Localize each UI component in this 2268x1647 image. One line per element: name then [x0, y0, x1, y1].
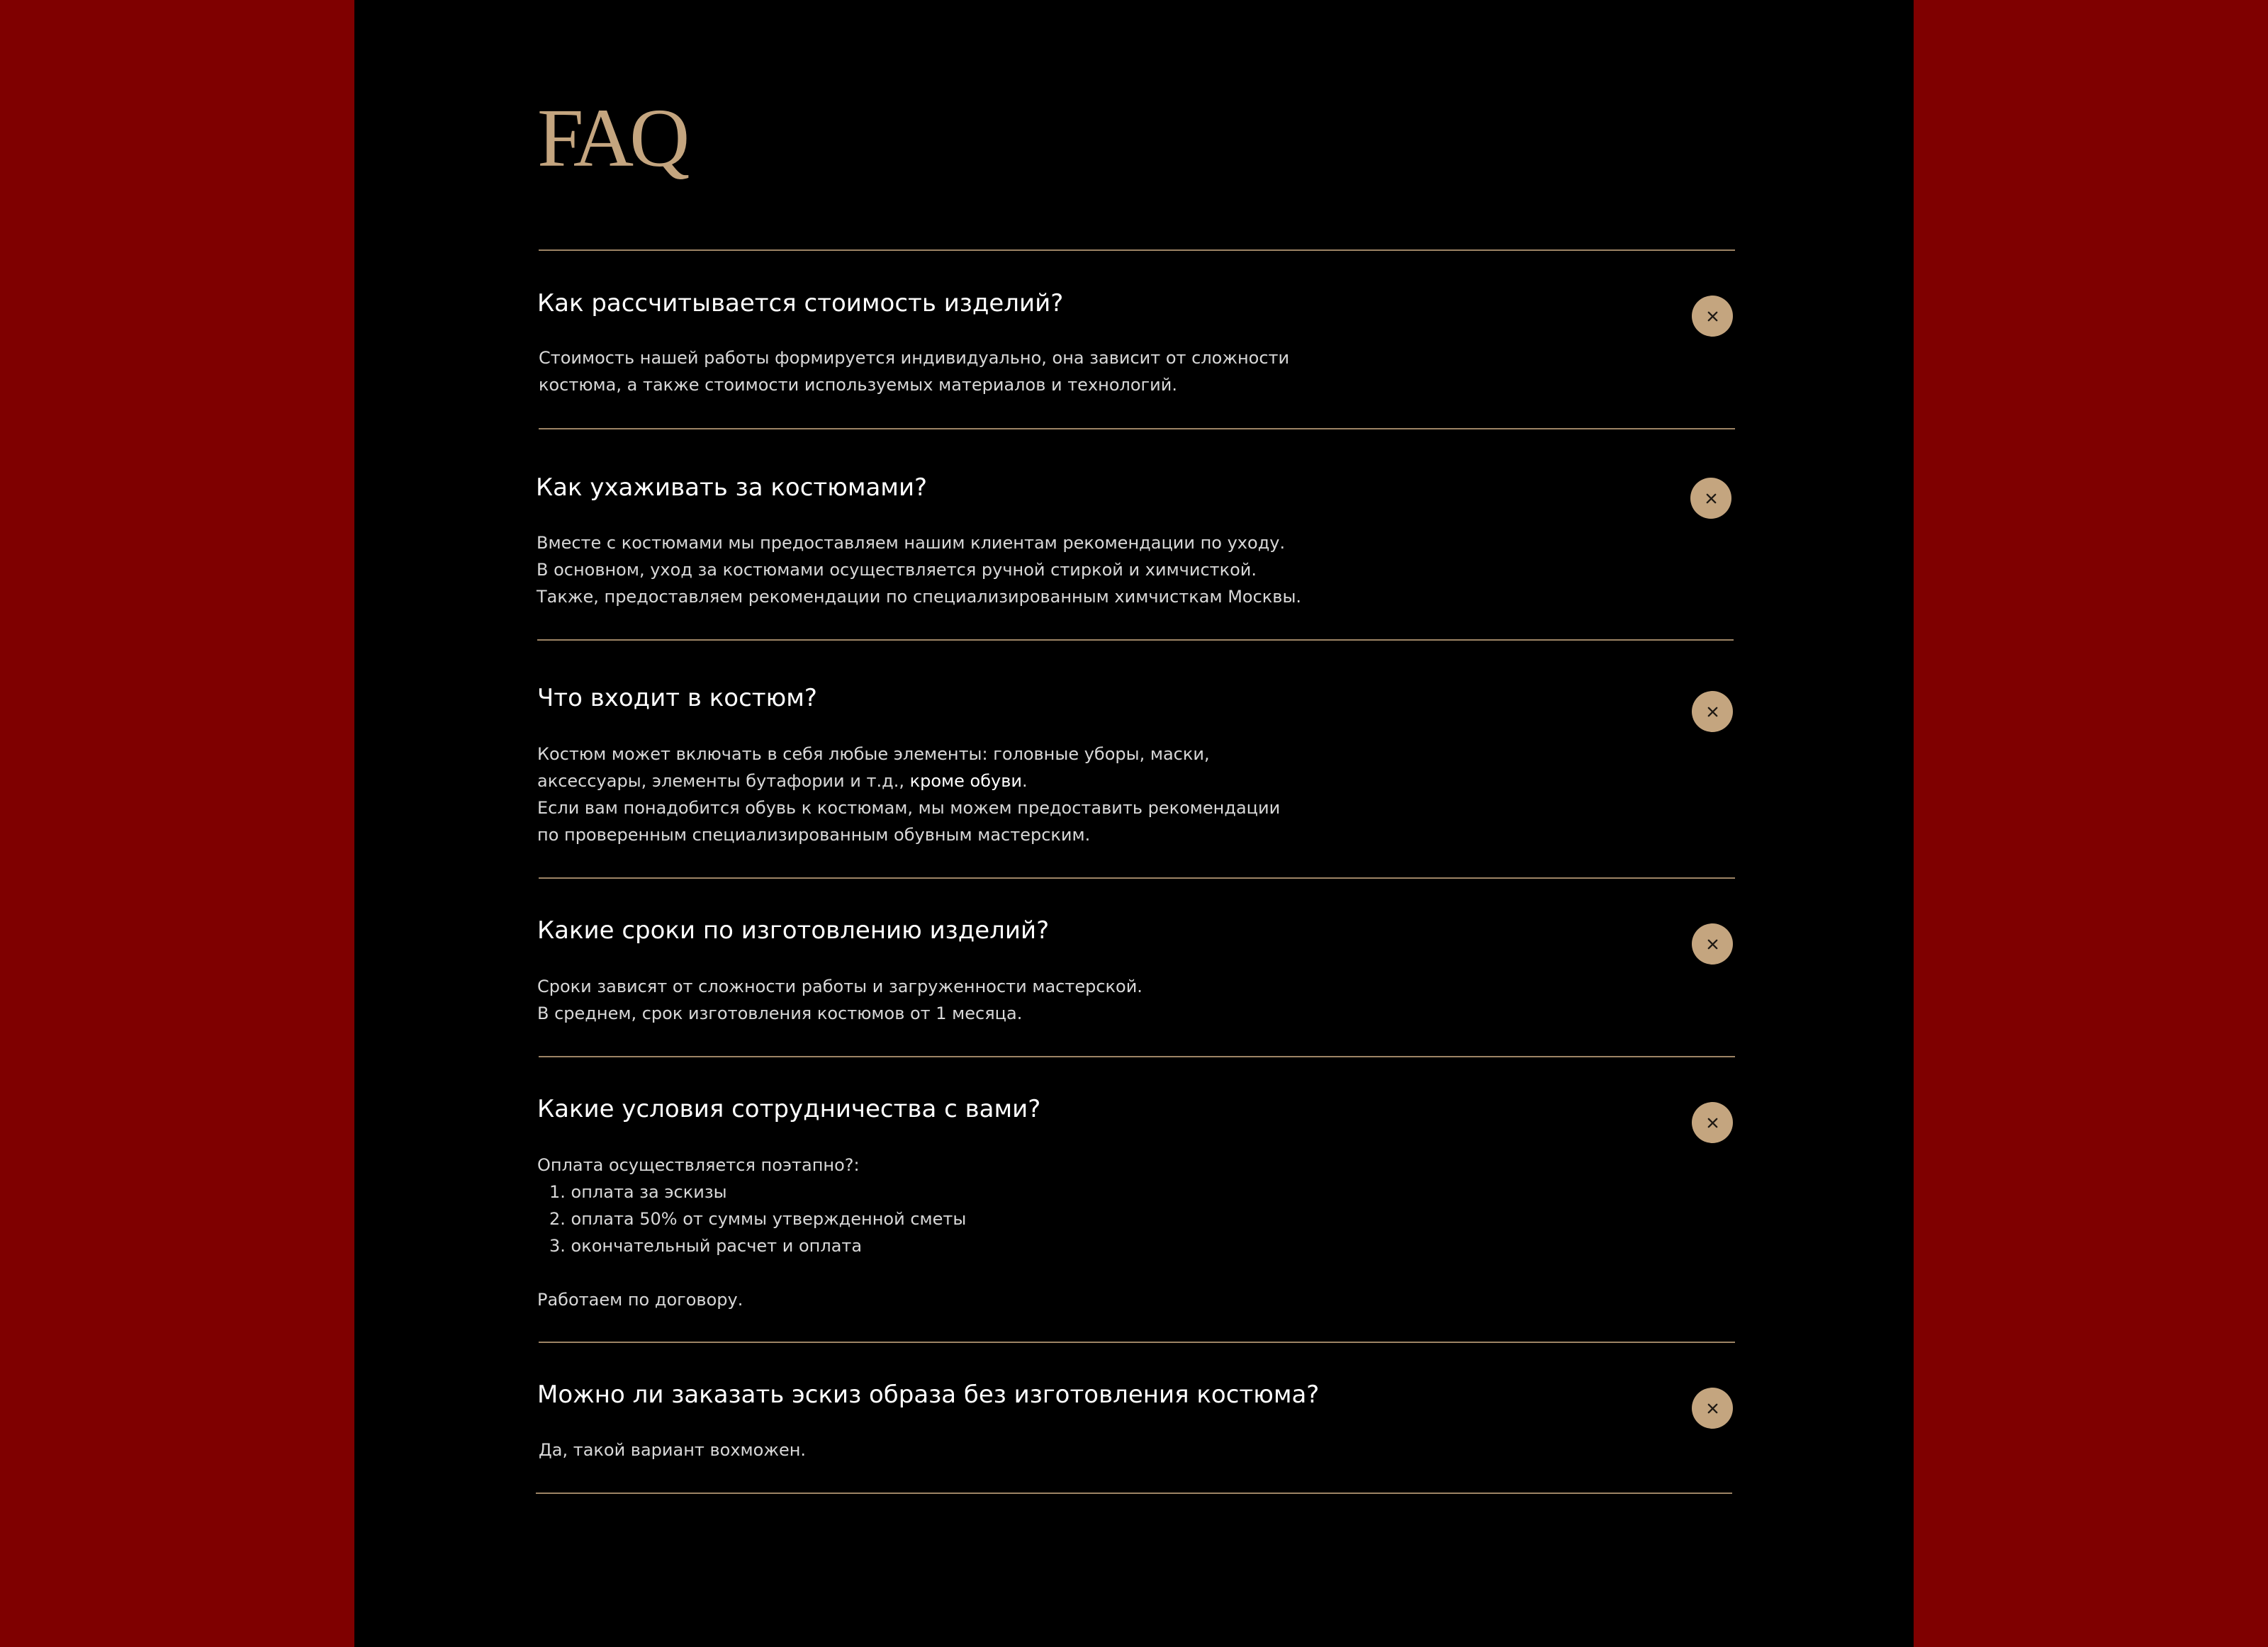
answer-line: Оплата осуществляется поэтапно?:	[537, 1155, 860, 1175]
close-icon	[1706, 1116, 1719, 1130]
list-item: 3. окончательный расчет и оплата	[549, 1236, 863, 1256]
answer-text: .	[1021, 771, 1028, 791]
close-button[interactable]	[1692, 1102, 1733, 1143]
faq-question[interactable]: Как ухаживать за костюмами?	[536, 473, 928, 502]
faq-divider	[539, 1342, 1735, 1343]
faq-divider	[539, 428, 1735, 429]
close-icon	[1706, 310, 1719, 323]
faq-answer	[537, 1152, 966, 1313]
list-item: 2. оплата 50% от суммы утвержденной сметы	[549, 1209, 967, 1229]
faq-question[interactable]: Какие сроки по изготовлению изделий?	[537, 916, 1050, 945]
close-button[interactable]	[1690, 478, 1731, 519]
faq-divider	[539, 877, 1735, 879]
answer-line: Работаем по договору.	[537, 1290, 743, 1310]
close-icon	[1705, 492, 1718, 505]
faq-question[interactable]: Как рассчитывается стоимость изделий?	[537, 289, 1064, 317]
list-item: 1. оплата за эскизы	[549, 1182, 727, 1202]
answer-text: аксессуары, элементы бутафории и т.д.,	[537, 771, 904, 791]
answer-line: по проверенным специализированным обувным мастерским.	[537, 825, 1091, 845]
answer-line: Костюм может включать в себя любые элементы: головные уборы, маски,	[537, 744, 1210, 764]
faq-question[interactable]: Что входит в костюм?	[537, 684, 817, 712]
close-button[interactable]	[1692, 923, 1733, 965]
close-button[interactable]	[1692, 691, 1733, 732]
answer-line: В среднем, срок изготовления костюмов от 1 месяца.	[537, 1004, 1023, 1023]
answer-line: Стоимость нашей работы формируется индивидуально, она зависит от сложности	[539, 348, 1290, 368]
faq-divider-top	[539, 249, 1735, 251]
answer-line: Если вам понадобится обувь к костюмам, мы можем предоставить рекомендации	[537, 798, 1281, 818]
answer-emphasis: кроме обуви	[909, 771, 1022, 791]
faq-answer	[539, 344, 1289, 398]
faq-question[interactable]: Какие условия сотрудничества с вами?	[537, 1095, 1041, 1123]
answer-line: костюма, а также стоимости используемых материалов и технологий.	[539, 375, 1177, 395]
faq-answer	[537, 529, 1301, 610]
answer-line: Да, такой вариант вохможен.	[539, 1440, 807, 1460]
close-icon	[1706, 938, 1719, 951]
page-title: FAQ	[537, 91, 686, 184]
close-icon	[1706, 1402, 1719, 1415]
faq-question[interactable]: Можно ли заказать эскиз образа без изготовления костюма?	[537, 1381, 1320, 1409]
answer-line: Сроки зависят от сложности работы и загруженности мастерской.	[537, 977, 1143, 996]
close-button[interactable]	[1692, 296, 1733, 337]
faq-answer	[539, 1437, 806, 1463]
answer-line: Вместе с костюмами мы предоставляем нашим клиентам рекомендации по уходу.	[537, 533, 1286, 553]
faq-divider	[539, 1056, 1735, 1057]
faq-answer	[537, 741, 1280, 848]
close-button[interactable]	[1692, 1388, 1733, 1429]
answer-spacer	[537, 1259, 966, 1286]
answer-line: Также, предоставляем рекомендации по специализированным химчисткам Москвы.	[537, 587, 1302, 607]
faq-page	[354, 0, 1914, 1647]
answer-line: В основном, уход за костюмами осуществляется ручной стиркой и химчисткой.	[537, 560, 1257, 580]
answer-line	[537, 768, 1280, 794]
close-icon	[1706, 705, 1719, 719]
faq-answer	[537, 973, 1143, 1027]
faq-divider-bottom	[536, 1493, 1732, 1494]
faq-divider	[537, 639, 1734, 641]
